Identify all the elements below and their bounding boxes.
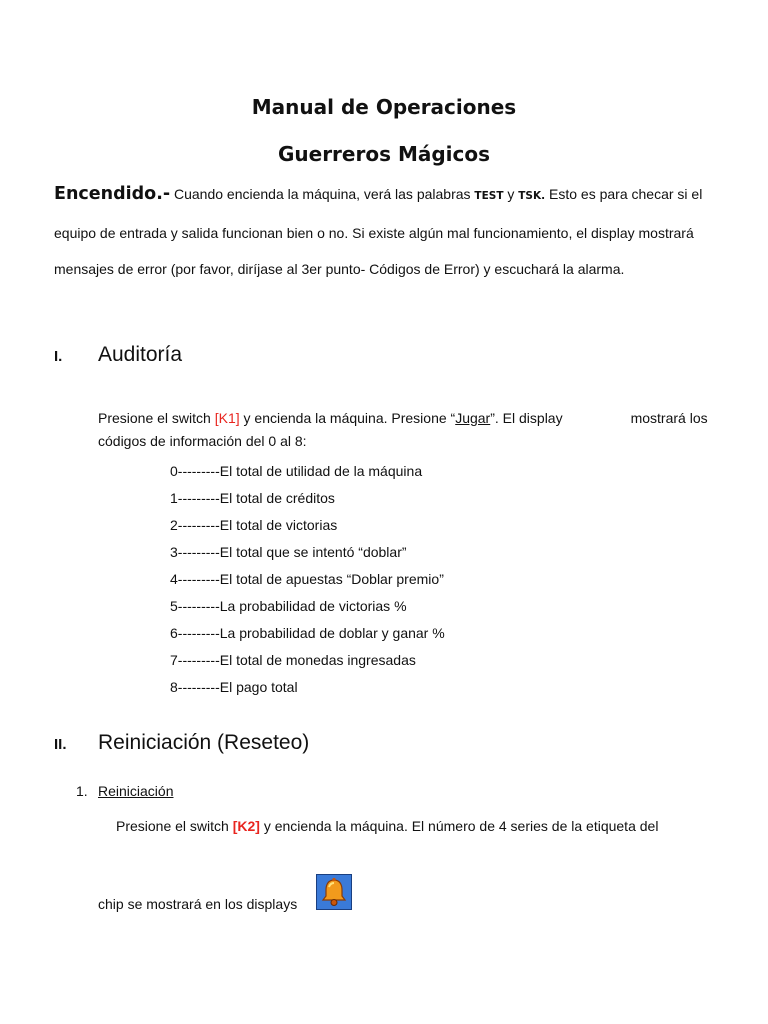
reset-paragraph-line-1 [116, 818, 658, 834]
k2-key-label: [K2] [232, 818, 260, 834]
audit-text-3: ”. El display [490, 410, 563, 426]
section-2-title: Reiniciación (Reseteo) [98, 731, 310, 754]
list-item-number: 1. [76, 783, 88, 799]
list-item-label: Reiniciación [98, 783, 174, 799]
intro-lead: Encendido.- [54, 184, 171, 204]
document-title: Manual de Operaciones [251, 95, 517, 119]
intro-y: y [503, 186, 519, 202]
reset-paragraph-line-2: chip se mostrará en los displays [98, 896, 298, 912]
intro-text-1: Cuando encienda la máquina, verá las palabras [170, 186, 475, 202]
audit-code-6: 6---------La probabilidad de doblar y ganar % [170, 625, 445, 641]
audit-intro-paragraph [98, 407, 718, 453]
audit-text-1: Presione el switch [98, 410, 215, 426]
reset-text-1: Presione el switch [116, 818, 233, 834]
audit-code-5: 5---------La probabilidad de victorias % [170, 598, 407, 614]
section-2-number: II. [54, 736, 67, 753]
intro-text-2: Esto es para checar si el equipo de entrada y salida funcionan bien o no. Si existe algún mal funcionamiento, el display mostrará mensajes de error (por favor, diríjase al 3er punto- Códigos de Error) y escuchará la alarma. [54, 186, 703, 277]
k1-key-label: [K1] [214, 410, 240, 426]
audit-code-4: 4---------El total de apuestas “Doblar premio” [170, 571, 444, 587]
section-1-number: I. [54, 348, 63, 365]
audit-code-1: 1---------El total de créditos [170, 490, 335, 506]
bell-icon [316, 874, 352, 910]
audit-code-7: 7---------El total de monedas ingresadas [170, 652, 416, 668]
audit-code-0: 0---------El total de utilidad de la máquina [170, 463, 423, 479]
document-subtitle: Guerreros Mágicos [277, 142, 491, 166]
jugar-label: Jugar [455, 410, 491, 426]
audit-code-2: 2---------El total de victorias [170, 517, 338, 533]
audit-codes-list [170, 460, 445, 703]
audit-text-2: y encienda la máquina. Presione “ [239, 410, 456, 426]
intro-tsk-word: TSK. [518, 190, 546, 202]
audit-code-8: 8---------El pago total [170, 679, 298, 695]
intro-test-word: TEST [474, 190, 504, 202]
intro-paragraph [54, 176, 744, 288]
section-1-title: Auditoría [98, 343, 183, 366]
audit-code-3: 3---------El total que se intentó “doblar” [170, 544, 407, 560]
reset-text-2: y encienda la máquina. El número de 4 series de la etiqueta del [259, 818, 659, 834]
audit-text-4: mostrará los códigos de información del 0 al 8: [98, 410, 708, 449]
